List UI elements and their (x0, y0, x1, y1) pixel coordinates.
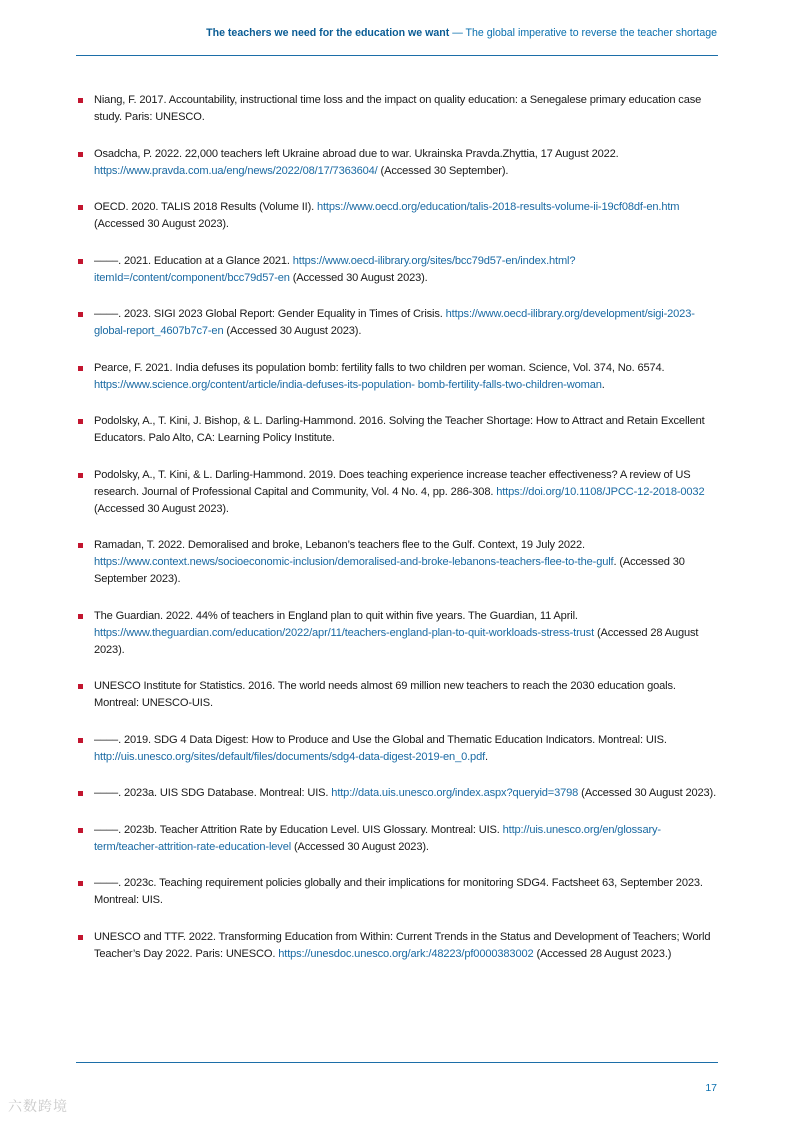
header-title: The teachers we need for the education we want (206, 27, 450, 39)
bullet-icon (78, 935, 83, 940)
reference-accessed-note: . (Accessed 30 September 2023). (94, 556, 685, 585)
reference-link[interactable]: https://www.theguardian.com/education/2022/apr/11/teachers-england-plan-to-quit-workloads-stress-trust (94, 626, 595, 639)
reference-text: OECD. 2020. TALIS 2018 Results (Volume II). (94, 201, 317, 213)
reference-item (76, 306, 718, 340)
reference-text: Podolsky, A., T. Kini, & L. Darling-Hammond. 2019. Does teaching experience increase teacher effectiveness? A review of US research. Journal of Professional Capital and Community, Vol. 4 No. 4, pp. 286-308. (94, 468, 691, 498)
reference-accessed-note: . (601, 378, 605, 391)
reference-accessed-note: (Accessed 30 August 2023). (289, 271, 428, 284)
reference-item (76, 199, 718, 233)
reference-item (76, 608, 718, 659)
reference-accessed-note: (Accessed 30 August 2023). (291, 840, 429, 853)
reference-item (76, 785, 718, 802)
reference-link[interactable]: https://www.oecd-ilibrary.org/sites/bcc79d57-en/index.html?itemId=/content/component/bcc79d57-en (94, 254, 576, 284)
reference-item (76, 413, 718, 447)
header-rule (76, 55, 718, 56)
reference-text: Podolsky, A., T. Kini, J. Bishop, & L. Darling-Hammond. 2016. Solving the Teacher Shortage: How to Attract and Retain Excellent Educators. Palo Alto, CA: Learning Policy Institute. (94, 415, 705, 444)
reference-list (76, 92, 718, 982)
reference-text: UNESCO and TTF. 2022. Transforming Education from Within: Current Trends in the Status and Development of Teachers; World Teacher’s Day 2022. Paris: UNESCO. (94, 930, 711, 960)
bullet-icon (78, 205, 83, 210)
reference-text: ––––. 2023. SIGI 2023 Global Report: Gender Equality in Times of Crisis. (94, 308, 446, 320)
reference-item (76, 537, 718, 588)
reference-accessed-note: . (485, 750, 488, 763)
bullet-icon (78, 259, 83, 264)
reference-text: ––––. 2023b. Teacher Attrition Rate by Education Level. UIS Glossary. Montreal: UIS. (94, 823, 503, 836)
reference-text: ––––. 2021. Education at a Glance 2021. (94, 254, 293, 267)
running-header (206, 27, 717, 39)
page-number: 17 (705, 1082, 717, 1094)
bullet-icon (78, 828, 83, 833)
bullet-icon (78, 473, 83, 478)
reference-item (76, 678, 718, 712)
reference-text: Niang, F. 2017. Accountability, instructional time loss and the impact on quality education: a Senegalese primary education case study. Paris: UNESCO. (94, 94, 702, 123)
reference-text: Pearce, F. 2021. India defuses its population bomb: fertility falls to two children per woman. Science, Vol. 374, No. 6574. (94, 361, 665, 374)
reference-text: ––––. 2019. SDG 4 Data Digest: How to Produce and Use the Global and Thematic Education Indicators. Montreal: UIS. (94, 733, 667, 746)
bullet-icon (78, 684, 83, 689)
bullet-icon (78, 312, 83, 317)
bullet-icon (78, 881, 83, 886)
reference-item (76, 732, 718, 766)
footer-rule (76, 1062, 718, 1063)
header-subtitle: The global imperative to reverse the teacher shortage (465, 27, 717, 39)
bullet-icon (78, 366, 83, 371)
reference-text: Osadcha, P. 2022. 22,000 teachers left Ukraine abroad due to war. Ukrainska Pravda.Zhyttia, 17 August 2022. (94, 147, 619, 160)
reference-item (76, 875, 718, 909)
reference-link[interactable]: https://www.context.news/socioeconomic-inclusion/demoralised-and-broke-lebanons-teachers-flee-to-the-gulf (94, 556, 614, 568)
reference-text: Ramadan, T. 2022. Demoralised and broke, Lebanon’s teachers flee to the Gulf. Context, 19 July 2022. (94, 539, 585, 551)
bullet-icon (78, 98, 83, 103)
reference-text: ––––. 2023c. Teaching requirement policies globally and their implications for monitoring SDG4. Factsheet 63, September 2023. Montreal: UIS. (94, 877, 703, 906)
reference-link[interactable]: https://doi.org/10.1108/JPCC-12-2018-0032 (496, 485, 705, 498)
reference-text: UNESCO Institute for Statistics. 2016. The world needs almost 69 million new teachers to reach the 2030 education goals. Montreal: UNESCO-UIS. (94, 680, 676, 709)
bullet-icon (78, 614, 83, 619)
reference-item (76, 467, 718, 518)
reference-link[interactable]: https://www.pravda.com.ua/eng/news/2022/08/17/7363604/ (94, 164, 378, 177)
reference-item (76, 360, 718, 394)
reference-accessed-note: (Accessed 28 August 2023). (94, 626, 699, 656)
reference-item (76, 929, 718, 963)
bullet-icon (78, 152, 83, 157)
reference-text: ––––. 2023a. UIS SDG Database. Montreal: UIS. (94, 787, 332, 799)
reference-item (76, 146, 718, 180)
reference-text: The Guardian. 2022. 44% of teachers in England plan to quit within five years. The Guardian, 11 April. (94, 609, 578, 622)
reference-link[interactable]: https://www.science.org/content/article/india-defuses-its-population- bomb-fertility-falls-two-children-woman (94, 378, 602, 391)
reference-link[interactable]: https://www.oecd.org/education/talis-2018-results-volume-ii-19cf08df-en.htm (316, 201, 680, 213)
reference-link[interactable]: http://uis.unesco.org/sites/default/files/documents/sdg4-data-digest-2019-en_0.pdf (94, 750, 486, 763)
reference-accessed-note: (Accessed 30 September). (377, 164, 509, 177)
reference-link[interactable]: https://unesdoc.unesco.org/ark:/48223/pf0000383002 (278, 947, 534, 960)
reference-accessed-note: (Accessed 28 August 2023.) (533, 947, 672, 960)
reference-accessed-note: (Accessed 30 August 2023). (578, 787, 717, 799)
reference-accessed-note: (Accessed 30 August 2023). (94, 502, 229, 515)
watermark: 六数跨境 (8, 1098, 68, 1114)
reference-link[interactable]: https://www.oecd-ilibrary.org/development/sigi-2023-global-report_4607b7c7-en (94, 308, 695, 337)
reference-item (76, 253, 718, 287)
header-separator: — (449, 27, 466, 39)
reference-link[interactable]: http://uis.unesco.org/en/glossary-term/teacher-attrition-rate-education-level (94, 823, 661, 853)
reference-item (76, 92, 718, 126)
bullet-icon (78, 419, 83, 424)
reference-item (76, 822, 718, 856)
reference-accessed-note: (Accessed 30 August 2023). (94, 218, 229, 230)
reference-link[interactable]: http://data.uis.unesco.org/index.aspx?queryid=3798 (331, 787, 579, 799)
reference-accessed-note: (Accessed 30 August 2023). (223, 325, 362, 337)
bullet-icon (78, 543, 83, 548)
bullet-icon (78, 791, 83, 796)
bullet-icon (78, 738, 83, 743)
